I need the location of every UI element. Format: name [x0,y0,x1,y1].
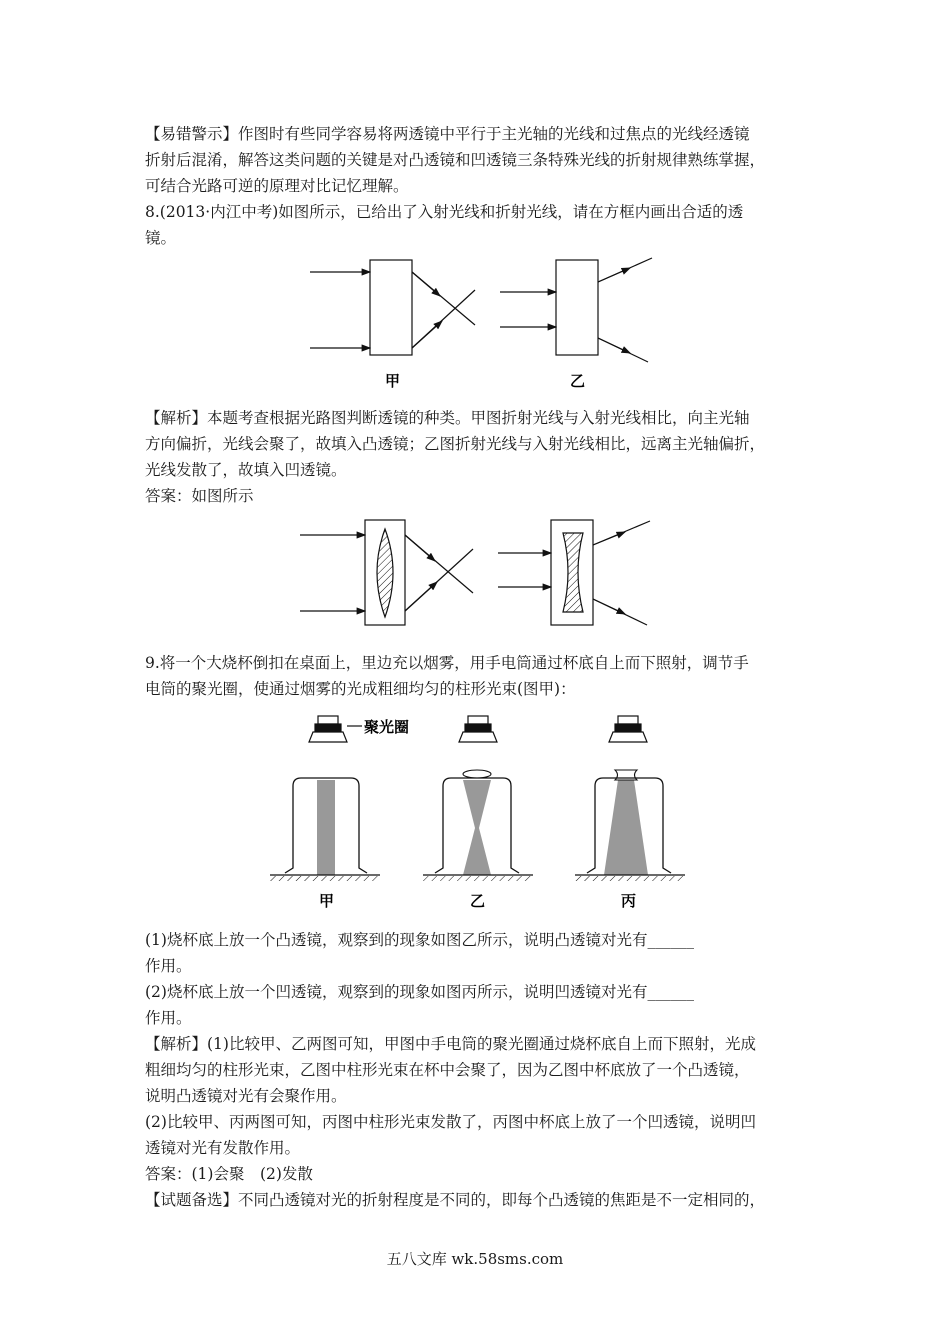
paragraph-error-warning-q8 [145,121,825,251]
figure-label-a: 甲 [385,372,401,390]
text-line: 镜。 [145,229,177,247]
text-line: 【易错警示】作图时有些同学容易将两透镜中平行于主光轴的光线和过焦点的光线经透镜 [145,125,750,143]
text-line: (2)比较甲、丙两图可知，丙图中柱形光束发散了，丙图中杯底上放了一个凹透镜，说明凹 [145,1113,756,1131]
text-line: 【解析】本题考查根据光路图判断透镜的种类。甲图折射光线与入射光线相比，向主光轴 [145,409,750,427]
text-line: 答案：(1)会聚 (2)发散 [145,1165,313,1183]
text-line: 作用。 [145,957,192,975]
figure-label-b: 乙 [470,892,486,910]
text-line: 【解析】(1)比较甲、乙两图可知，甲图中手电筒的聚光圈通过烧杯底自上而下照射，光成 [145,1035,756,1053]
paragraph-analysis-q8 [145,405,825,509]
text-line: 作用。 [145,1009,192,1027]
text-line: 光线发散了，故填入凹透镜。 [145,461,347,479]
text-line: 电筒的聚光圈，使通过烟雾的光成粗细均匀的柱形光束(图甲)： [145,680,576,698]
beaker-light-figure [265,708,695,918]
text-line: 说明凸透镜对光有会聚作用。 [145,1087,347,1105]
text-line: 折射后混淆，解答这类问题的关键是对凸透镜和凹透镜三条特殊光线的折射规律熟练掌握， [145,151,766,169]
lens-question-figure [300,250,670,395]
paragraph-q9 [145,650,825,702]
flashlight-icon [609,716,647,742]
lens-answer-figure [295,515,670,635]
callout-label: 聚光圈 [364,718,410,736]
text-line: 【试题备选】不同凸透镜对光的折射程度是不同的，即每个凸透镜的焦距是不一定相同的， [145,1191,766,1209]
figure-label-c: 丙 [621,892,637,910]
paragraph-q9-parts-analysis [145,927,825,1213]
figure-label-b: 乙 [570,372,586,390]
text-line: 粗细均匀的柱形光束，乙图中柱形光束在杯中会聚了，因为乙图中杯底放了一个凸透镜， [145,1061,750,1079]
text-line: 9.将一个大烧杯倒扣在桌面上，里边充以烟雾，用手电筒通过杯底自上而下照射，调节手 [145,654,749,672]
text-line: 可结合光路可逆的原理对比记忆理解。 [145,177,409,195]
text-line: 答案：如图所示 [145,487,254,505]
text-line: 透镜对光有发散作用。 [145,1139,301,1157]
figure-label-a: 甲 [319,892,335,910]
text-line: (2)烧杯底上放一个凹透镜，观察到的现象如图丙所示，说明凹透镜对光有______ [145,983,694,1001]
flashlight-icon [459,716,497,742]
page-footer: 五八文库 wk.58sms.com [386,1250,564,1268]
flashlight-icon [309,716,347,742]
text-line: 方向偏折，光线会聚了，故填入凸透镜；乙图折射光线与入射光线相比，远离主光轴偏折， [145,435,766,453]
text-line: 8.(2013·内江中考)如图所示，已给出了入射光线和折射光线，请在方框内画出合适的透 [145,203,744,221]
text-line: (1)烧杯底上放一个凸透镜，观察到的现象如图乙所示，说明凸透镜对光有______ [145,931,694,949]
